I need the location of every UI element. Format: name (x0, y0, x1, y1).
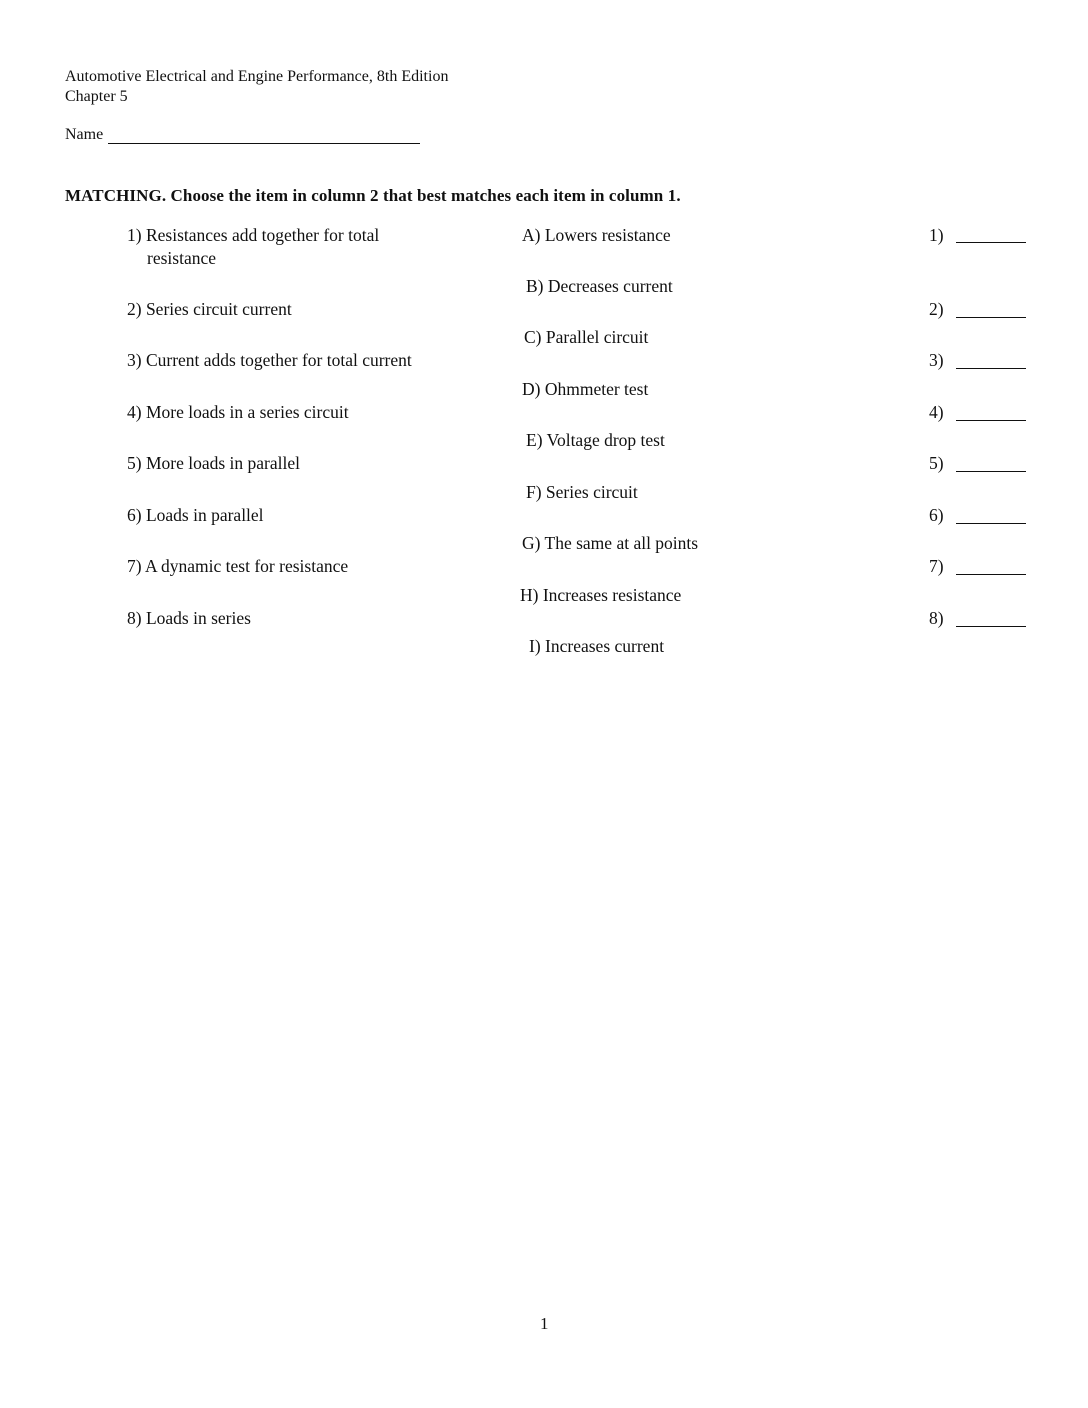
answer-blank-5[interactable] (956, 471, 1026, 472)
answer-label-4: 4) (929, 402, 944, 422)
name-label: Name (65, 126, 104, 143)
answer-label-6: 6) (929, 505, 944, 525)
answer-label-1: 1) (929, 225, 944, 245)
question-5: 5) More loads in parallel (127, 453, 301, 473)
answer-label-3: 3) (929, 350, 944, 370)
question-4: 4) More loads in a series circuit (127, 402, 349, 422)
option-i: I) Increases current (529, 636, 665, 656)
page-number: 1 (540, 1314, 549, 1333)
document-title: Automotive Electrical and Engine Performance, 8th Edition (65, 68, 449, 85)
option-g: G) The same at all points (522, 533, 699, 553)
answer-blank-6[interactable] (956, 523, 1026, 524)
answer-blank-8[interactable] (956, 626, 1026, 627)
question-1-line1: 1) Resistances add together for total (127, 225, 380, 245)
answer-blank-3[interactable] (956, 368, 1026, 369)
option-c: C) Parallel circuit (524, 327, 649, 347)
option-h: H) Increases resistance (520, 585, 682, 605)
answer-label-5: 5) (929, 453, 944, 473)
option-a: A) Lowers resistance (522, 225, 671, 245)
answer-label-2: 2) (929, 299, 944, 319)
chapter-label: Chapter 5 (65, 88, 128, 105)
option-e: E) Voltage drop test (526, 430, 665, 450)
matching-instructions: MATCHING. Choose the item in column 2 that best matches each item in column 1. (65, 186, 681, 205)
option-b: B) Decreases current (526, 276, 673, 296)
question-1 (127, 224, 379, 270)
option-d: D) Ohmmeter test (522, 379, 649, 399)
answer-label-8: 8) (929, 608, 944, 628)
question-7: 7) A dynamic test for resistance (127, 556, 349, 576)
question-2: 2) Series circuit current (127, 299, 292, 319)
answer-blank-4[interactable] (956, 420, 1026, 421)
answer-blank-1[interactable] (956, 242, 1026, 243)
answer-label-7: 7) (929, 556, 944, 576)
option-f: F) Series circuit (526, 482, 638, 502)
question-6: 6) Loads in parallel (127, 505, 264, 525)
answer-blank-7[interactable] (956, 574, 1026, 575)
name-blank-line[interactable] (108, 143, 420, 144)
answer-blank-2[interactable] (956, 317, 1026, 318)
question-1-line2: resistance (147, 248, 216, 268)
question-8: 8) Loads in series (127, 608, 251, 628)
question-3: 3) Current adds together for total current (127, 350, 412, 370)
